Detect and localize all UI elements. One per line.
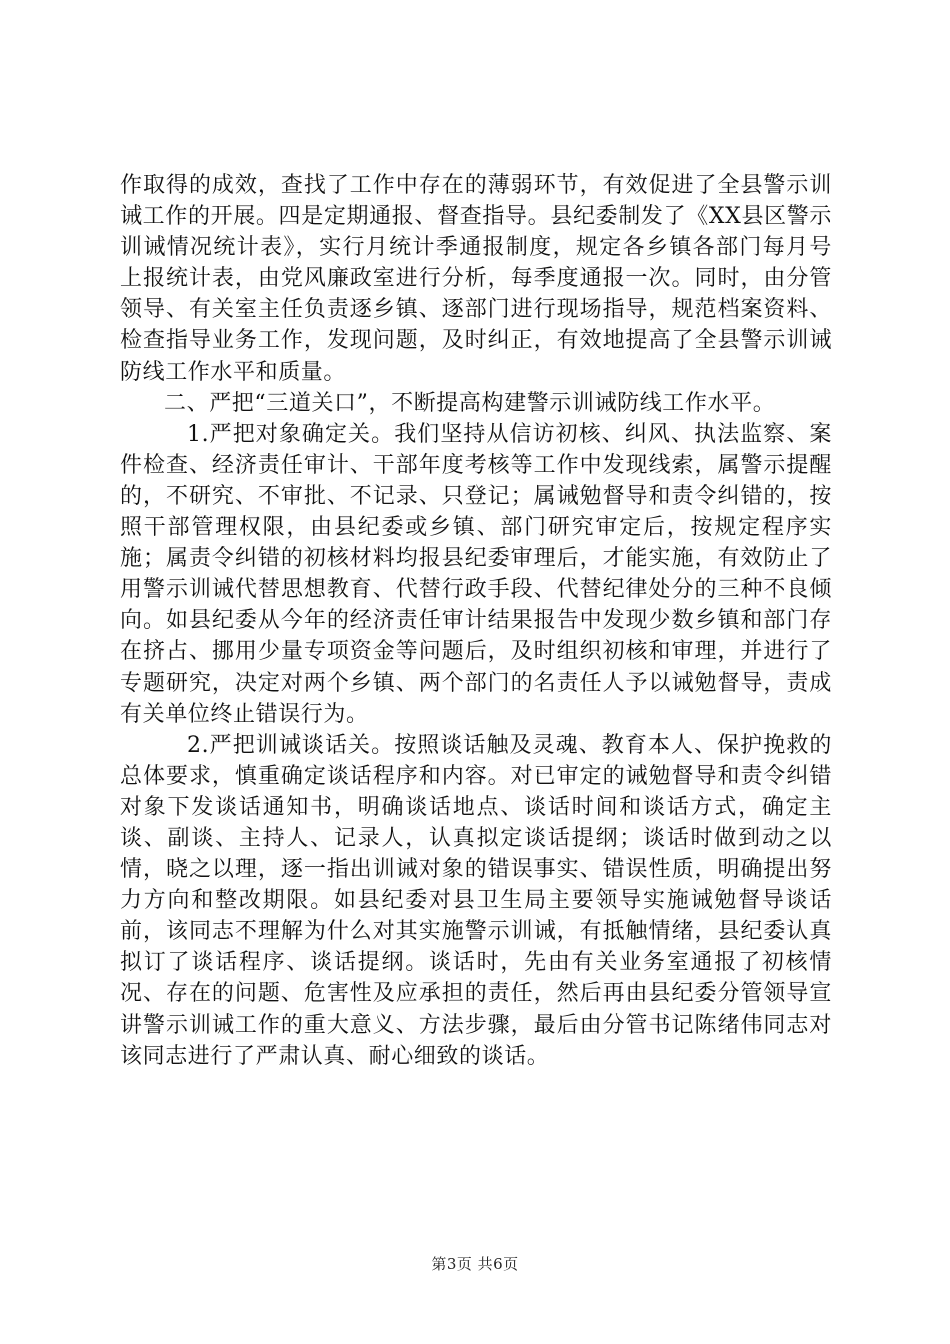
section-heading-two: 二、严把“三道关口”，不断提高构建警示训诫防线工作水平。 bbox=[164, 390, 776, 416]
paragraph-continuation: 作取得的成效，查找了工作中存在的薄弱环节，有效促进了全县警示训诫工作的开展。四是定期通报、督查指导。县纪委制发了《XX县区警示训诫情况统计表》，实行月统计季通报制度，规定各乡镇各部门每月号上报统计表，由党风廉政室进行分析，每季度通报一次。同时，由分管领导、有关室主任负责逐乡镇、逐部门进行现场指导，规范档案资料、检查指导业务工作，发现问题，及时纠正，有效地提高了全县警示训诫防线工作水平和质量。 bbox=[120, 173, 832, 385]
page-footer: 第3页 共6页 bbox=[431, 1255, 519, 1273]
document-body bbox=[120, 170, 832, 1072]
paragraph-item-2: 2.严把训诫谈话关。按照谈话触及灵魂、教育本人、保护挽救的总体要求，慎重确定谈话程序和内容。对已审定的诫勉督导和责令纠错对象下发谈话通知书，明确谈话地点、谈话时间和谈话方式，确定主谈、副谈、主持人、记录人，认真拟定谈话提纲；谈话时做到动之以情，晓之以理，逐一指出训诫对象的错误事实、错误性质，明确提出努力方向和整改期限。如县纪委对县卫生局主要领导实施诫勉督导谈话前，该同志不理解为什么对其实施警示训诫，有抵触情绪，县纪委认真拟订了谈话程序、谈话提纲。谈话时，先由有关业务室通报了初核情况、存在的问题、危害性及应承担的责任，然后再由县纪委分管领导宣讲警示训诫工作的重大意义、方法步骤，最后由分管书记陈绪伟同志对该同志进行了严肃认真、耐心细致的谈话。 bbox=[120, 732, 832, 1069]
paragraph-item-1: 1.严把对象确定关。我们坚持从信访初核、纠风、执法监察、案件检查、经济责任审计、干部年度考核等工作中发现线索，属警示提醒的，不研究、不审批、不记录、只登记；属诫勉督导和责令纠错的，按照干部管理权限，由县纪委或乡镇、部门研究审定后，按规定程序实施；属责令纠错的初核材料均报县纪委审理后，才能实施，有效防止了用警示训诫代替思想教育、代替行政手段、代替纪律处分的三种不良倾向。如县纪委从今年的经济责任审计结果报告中发现少数乡镇和部门存在挤占、挪用少量专项资金等问题后，及时组织初核和审理，并进行了专题研究，决定对两个乡镇、两个部门的名责任人予以诫勉督导，责成有关单位终止错误行为。 bbox=[120, 421, 832, 727]
